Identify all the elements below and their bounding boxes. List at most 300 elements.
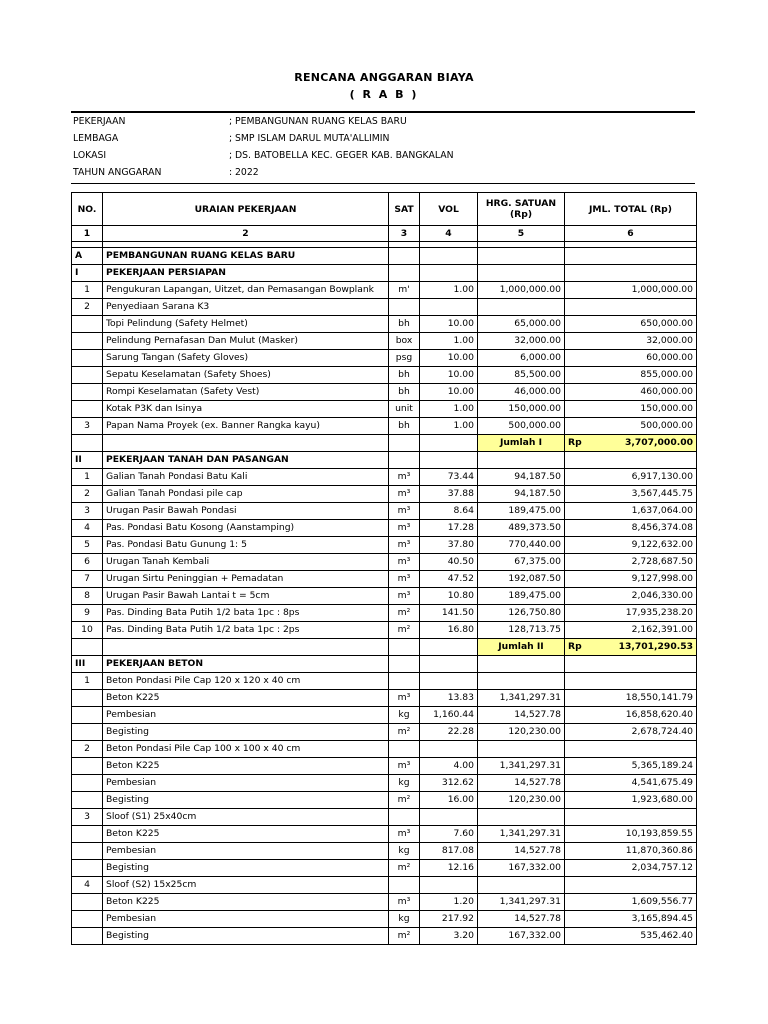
item-unit bbox=[389, 809, 420, 826]
item-volume: 17.28 bbox=[420, 520, 478, 537]
item-unit: bh bbox=[389, 367, 420, 384]
info-label: LEMBAGA bbox=[73, 133, 119, 144]
item-description: Beton K225 bbox=[103, 758, 389, 775]
table-row bbox=[72, 724, 697, 741]
row-no: 9 bbox=[72, 605, 103, 622]
item-unit-price: 32,000.00 bbox=[478, 333, 565, 350]
item-total: 2,034,757.12 bbox=[565, 860, 697, 877]
item-unit-price: 85,500.00 bbox=[478, 367, 565, 384]
item-total: 1,923,680.00 bbox=[565, 792, 697, 809]
table-row bbox=[72, 469, 697, 486]
item-unit: bh bbox=[389, 316, 420, 333]
table-row bbox=[72, 520, 697, 537]
item-volume: 13.83 bbox=[420, 690, 478, 707]
item-unit-price: 192,087.50 bbox=[478, 571, 565, 588]
empty-cell bbox=[389, 452, 420, 469]
table-row bbox=[72, 316, 697, 333]
item-description: Pembesian bbox=[103, 843, 389, 860]
item-unit-price bbox=[478, 809, 565, 826]
col-header-harga-satuan: HRG. SATUAN (Rp) bbox=[478, 193, 565, 226]
table-row bbox=[72, 350, 697, 367]
item-unit-price bbox=[478, 673, 565, 690]
item-description: Sepatu Keselamatan (Safety Shoes) bbox=[103, 367, 389, 384]
item-volume: 16.00 bbox=[420, 792, 478, 809]
item-total bbox=[565, 673, 697, 690]
empty-cell bbox=[478, 452, 565, 469]
item-description: Begisting bbox=[103, 860, 389, 877]
item-volume: 1.20 bbox=[420, 894, 478, 911]
empty-cell bbox=[478, 248, 565, 265]
col-index: 4 bbox=[420, 226, 478, 242]
item-description: Urugan Tanah Kembali bbox=[103, 554, 389, 571]
table-row bbox=[72, 333, 697, 350]
item-description: Galian Tanah Pondasi pile cap bbox=[103, 486, 389, 503]
item-description: Papan Nama Proyek (ex. Banner Rangka kayu) bbox=[103, 418, 389, 435]
info-value: PEMBANGUNAN RUANG KELAS BARU bbox=[235, 116, 407, 127]
item-volume: 10.00 bbox=[420, 350, 478, 367]
document-title: RENCANA ANGGARAN BIAYA bbox=[294, 71, 474, 84]
item-unit bbox=[389, 741, 420, 758]
item-volume: 1.00 bbox=[420, 401, 478, 418]
item-total: 2,046,330.00 bbox=[565, 588, 697, 605]
subtotal-label: Jumlah II bbox=[478, 639, 565, 656]
item-unit: m³ bbox=[389, 894, 420, 911]
info-label: TAHUN ANGGARAN bbox=[73, 167, 162, 178]
item-total: 1,637,064.00 bbox=[565, 503, 697, 520]
item-total: 535,462.40 bbox=[565, 928, 697, 945]
col-index: 2 bbox=[103, 226, 389, 242]
item-total bbox=[565, 741, 697, 758]
row-no bbox=[72, 843, 103, 860]
empty-cell bbox=[565, 452, 697, 469]
item-volume: 22.28 bbox=[420, 724, 478, 741]
item-unit-price: 65,000.00 bbox=[478, 316, 565, 333]
empty-cell bbox=[420, 248, 478, 265]
section-title: PEMBANGUNAN RUANG KELAS BARU bbox=[103, 248, 389, 265]
item-description: Kotak P3K dan Isinya bbox=[103, 401, 389, 418]
item-total: 4,541,675.49 bbox=[565, 775, 697, 792]
subtotal-amount: 13,701,290.53 bbox=[618, 641, 693, 652]
row-no: 4 bbox=[72, 877, 103, 894]
row-no bbox=[72, 350, 103, 367]
item-description: Urugan Sirtu Peninggian + Pemadatan bbox=[103, 571, 389, 588]
item-description: Beton Pondasi Pile Cap 100 x 100 x 40 cm bbox=[103, 741, 389, 758]
item-total: 1,609,556.77 bbox=[565, 894, 697, 911]
item-description: Beton K225 bbox=[103, 826, 389, 843]
item-unit: kg bbox=[389, 775, 420, 792]
subtotal-row bbox=[72, 639, 697, 656]
item-unit-price: 770,440.00 bbox=[478, 537, 565, 554]
row-no bbox=[72, 316, 103, 333]
row-no: 2 bbox=[72, 299, 103, 316]
col-index: 6 bbox=[565, 226, 697, 242]
column-index-row bbox=[72, 226, 697, 242]
item-unit-price: 126,750.80 bbox=[478, 605, 565, 622]
table-row bbox=[72, 622, 697, 639]
empty-cell bbox=[389, 248, 420, 265]
item-total: 500,000.00 bbox=[565, 418, 697, 435]
table-row bbox=[72, 503, 697, 520]
table-row bbox=[72, 418, 697, 435]
item-unit: m³ bbox=[389, 826, 420, 843]
item-unit-price: 46,000.00 bbox=[478, 384, 565, 401]
item-total: 18,550,141.79 bbox=[565, 690, 697, 707]
item-volume bbox=[420, 299, 478, 316]
item-unit-price: 1,000,000.00 bbox=[478, 282, 565, 299]
item-unit: psg bbox=[389, 350, 420, 367]
item-volume: 10.00 bbox=[420, 384, 478, 401]
row-no bbox=[72, 911, 103, 928]
table-row bbox=[72, 860, 697, 877]
item-total: 10,193,859.55 bbox=[565, 826, 697, 843]
item-total bbox=[565, 809, 697, 826]
empty-cell bbox=[420, 265, 478, 282]
item-description: Topi Pelindung (Safety Helmet) bbox=[103, 316, 389, 333]
item-unit bbox=[389, 673, 420, 690]
item-unit: m² bbox=[389, 928, 420, 945]
table-row bbox=[72, 809, 697, 826]
item-unit-price: 14,527.78 bbox=[478, 911, 565, 928]
item-unit: m² bbox=[389, 860, 420, 877]
table-row bbox=[72, 384, 697, 401]
item-total: 5,365,189.24 bbox=[565, 758, 697, 775]
table-row bbox=[72, 690, 697, 707]
row-no bbox=[72, 758, 103, 775]
row-no: 2 bbox=[72, 741, 103, 758]
subtotal-amount: 3,707,000.00 bbox=[624, 437, 693, 448]
table-row bbox=[72, 486, 697, 503]
table-body bbox=[72, 242, 697, 945]
empty-cell bbox=[389, 435, 420, 452]
table-row bbox=[72, 741, 697, 758]
table-row bbox=[72, 758, 697, 775]
item-unit: m² bbox=[389, 724, 420, 741]
currency-label: Rp bbox=[568, 437, 582, 448]
col-header-uraian: URAIAN PEKERJAAN bbox=[103, 193, 389, 226]
item-description: Pas. Pondasi Batu Gunung 1: 5 bbox=[103, 537, 389, 554]
row-no: III bbox=[72, 656, 103, 673]
item-description: Pembesian bbox=[103, 911, 389, 928]
item-total: 17,935,238.20 bbox=[565, 605, 697, 622]
item-total: 32,000.00 bbox=[565, 333, 697, 350]
empty-cell bbox=[103, 639, 389, 656]
item-description: Begisting bbox=[103, 792, 389, 809]
item-volume bbox=[420, 741, 478, 758]
row-no bbox=[72, 775, 103, 792]
item-description: Pas. Dinding Bata Putih 1/2 bata 1pc : 8ps bbox=[103, 605, 389, 622]
item-total: 2,678,724.40 bbox=[565, 724, 697, 741]
col-index: 5 bbox=[478, 226, 565, 242]
item-unit: bh bbox=[389, 384, 420, 401]
table-row bbox=[72, 792, 697, 809]
row-no bbox=[72, 707, 103, 724]
item-volume: 3.20 bbox=[420, 928, 478, 945]
empty-cell bbox=[478, 265, 565, 282]
item-description: Sloof (S2) 15x25cm bbox=[103, 877, 389, 894]
table-row bbox=[72, 282, 697, 299]
item-volume: 1.00 bbox=[420, 333, 478, 350]
item-volume: 1.00 bbox=[420, 418, 478, 435]
item-unit-price: 1,341,297.31 bbox=[478, 758, 565, 775]
item-description: Urugan Pasir Bawah Lantai t = 5cm bbox=[103, 588, 389, 605]
table-row bbox=[72, 367, 697, 384]
table-row bbox=[72, 894, 697, 911]
item-unit: kg bbox=[389, 911, 420, 928]
item-unit-price: 1,341,297.31 bbox=[478, 690, 565, 707]
document-subtitle: ( R A B ) bbox=[349, 88, 419, 101]
item-total: 9,122,632.00 bbox=[565, 537, 697, 554]
item-unit: m² bbox=[389, 622, 420, 639]
item-volume: 7.60 bbox=[420, 826, 478, 843]
item-unit: m³ bbox=[389, 503, 420, 520]
table-row bbox=[72, 877, 697, 894]
item-volume: 12.16 bbox=[420, 860, 478, 877]
table-row bbox=[72, 605, 697, 622]
item-description: Pembesian bbox=[103, 775, 389, 792]
item-unit: m³ bbox=[389, 537, 420, 554]
empty-cell bbox=[420, 435, 478, 452]
item-unit: kg bbox=[389, 707, 420, 724]
info-separator: ; bbox=[229, 133, 233, 144]
col-header-sat: SAT bbox=[389, 193, 420, 226]
item-description: Pelindung Pernafasan Dan Mulut (Masker) bbox=[103, 333, 389, 350]
table-row bbox=[72, 299, 697, 316]
row-no bbox=[72, 384, 103, 401]
col-header-jumlah-total: JML. TOTAL (Rp) bbox=[565, 193, 697, 226]
col-header-vol: VOL bbox=[420, 193, 478, 226]
row-no bbox=[72, 333, 103, 350]
item-unit: m² bbox=[389, 605, 420, 622]
empty-cell bbox=[420, 452, 478, 469]
table-row bbox=[72, 928, 697, 945]
empty-cell bbox=[103, 435, 389, 452]
table-row bbox=[72, 911, 697, 928]
item-description: Sarung Tangan (Safety Gloves) bbox=[103, 350, 389, 367]
item-unit: m³ bbox=[389, 571, 420, 588]
row-no: 7 bbox=[72, 571, 103, 588]
row-no: 8 bbox=[72, 588, 103, 605]
row-no bbox=[72, 860, 103, 877]
item-description: Begisting bbox=[103, 724, 389, 741]
item-description: Beton K225 bbox=[103, 690, 389, 707]
row-no: 2 bbox=[72, 486, 103, 503]
item-total: 60,000.00 bbox=[565, 350, 697, 367]
item-unit-price: 128,713.75 bbox=[478, 622, 565, 639]
item-volume: 37.80 bbox=[420, 537, 478, 554]
item-unit: m³ bbox=[389, 486, 420, 503]
empty-cell bbox=[389, 265, 420, 282]
item-unit-price bbox=[478, 299, 565, 316]
item-total: 150,000.00 bbox=[565, 401, 697, 418]
item-volume bbox=[420, 673, 478, 690]
section-row bbox=[72, 452, 697, 469]
item-volume: 1,160.44 bbox=[420, 707, 478, 724]
item-unit: m³ bbox=[389, 690, 420, 707]
item-total bbox=[565, 299, 697, 316]
item-unit-price: 189,475.00 bbox=[478, 503, 565, 520]
item-unit-price: 120,230.00 bbox=[478, 724, 565, 741]
info-value: 2022 bbox=[235, 167, 259, 178]
item-description: Pembesian bbox=[103, 707, 389, 724]
item-total: 16,858,620.40 bbox=[565, 707, 697, 724]
item-volume: 40.50 bbox=[420, 554, 478, 571]
item-unit-price bbox=[478, 877, 565, 894]
subtotal-label: Jumlah I bbox=[478, 435, 565, 452]
row-no bbox=[72, 894, 103, 911]
item-unit: unit bbox=[389, 401, 420, 418]
item-total: 2,728,687.50 bbox=[565, 554, 697, 571]
rab-table bbox=[71, 192, 697, 945]
item-volume: 4.00 bbox=[420, 758, 478, 775]
item-description: Beton Pondasi Pile Cap 120 x 120 x 40 cm bbox=[103, 673, 389, 690]
item-unit: m³ bbox=[389, 554, 420, 571]
item-unit-price: 6,000.00 bbox=[478, 350, 565, 367]
table-row bbox=[72, 707, 697, 724]
row-no bbox=[72, 690, 103, 707]
row-no bbox=[72, 792, 103, 809]
item-volume: 817.08 bbox=[420, 843, 478, 860]
item-total: 650,000.00 bbox=[565, 316, 697, 333]
item-volume: 312.62 bbox=[420, 775, 478, 792]
item-unit-price bbox=[478, 741, 565, 758]
empty-cell bbox=[72, 435, 103, 452]
item-volume: 217.92 bbox=[420, 911, 478, 928]
subtotal-amount-cell bbox=[565, 435, 697, 452]
row-no: II bbox=[72, 452, 103, 469]
item-unit: m³ bbox=[389, 520, 420, 537]
item-unit bbox=[389, 877, 420, 894]
item-description: Galian Tanah Pondasi Batu Kali bbox=[103, 469, 389, 486]
col-index: 3 bbox=[389, 226, 420, 242]
empty-cell bbox=[389, 639, 420, 656]
item-volume: 141.50 bbox=[420, 605, 478, 622]
table-row bbox=[72, 775, 697, 792]
item-description: Pengukuran Lapangan, Uitzet, dan Pemasangan Bowplank bbox=[103, 282, 389, 299]
row-no: 1 bbox=[72, 282, 103, 299]
item-description: Urugan Pasir Bawah Pondasi bbox=[103, 503, 389, 520]
row-no: 3 bbox=[72, 809, 103, 826]
item-volume bbox=[420, 877, 478, 894]
item-total: 1,000,000.00 bbox=[565, 282, 697, 299]
empty-cell bbox=[565, 656, 697, 673]
item-volume: 37.88 bbox=[420, 486, 478, 503]
item-unit: bh bbox=[389, 418, 420, 435]
table-row bbox=[72, 588, 697, 605]
item-volume: 1.00 bbox=[420, 282, 478, 299]
item-unit-price: 150,000.00 bbox=[478, 401, 565, 418]
item-total bbox=[565, 877, 697, 894]
item-total: 3,165,894.45 bbox=[565, 911, 697, 928]
section-title: PEKERJAAN BETON bbox=[103, 656, 389, 673]
info-separator: ; bbox=[229, 150, 233, 161]
col-header-no: NO. bbox=[72, 193, 103, 226]
row-no bbox=[72, 826, 103, 843]
currency-label: Rp bbox=[568, 641, 582, 652]
item-description: Sloof (S1) 25x40cm bbox=[103, 809, 389, 826]
row-no: 3 bbox=[72, 503, 103, 520]
row-no: 1 bbox=[72, 673, 103, 690]
empty-cell bbox=[565, 265, 697, 282]
item-total: 460,000.00 bbox=[565, 384, 697, 401]
item-unit: m² bbox=[389, 792, 420, 809]
item-unit-price: 14,527.78 bbox=[478, 775, 565, 792]
item-unit bbox=[389, 299, 420, 316]
item-unit-price: 120,230.00 bbox=[478, 792, 565, 809]
item-unit: m³ bbox=[389, 469, 420, 486]
item-total: 8,456,374.08 bbox=[565, 520, 697, 537]
row-no: 5 bbox=[72, 537, 103, 554]
info-label: LOKASI bbox=[73, 150, 107, 161]
item-volume: 10.00 bbox=[420, 367, 478, 384]
item-unit-price: 500,000.00 bbox=[478, 418, 565, 435]
empty-cell bbox=[72, 639, 103, 656]
item-unit: box bbox=[389, 333, 420, 350]
table-row bbox=[72, 843, 697, 860]
item-unit-price: 167,332.00 bbox=[478, 928, 565, 945]
section-title: PEKERJAAN PERSIAPAN bbox=[103, 265, 389, 282]
item-unit: m³ bbox=[389, 758, 420, 775]
section-row bbox=[72, 248, 697, 265]
item-volume: 10.80 bbox=[420, 588, 478, 605]
row-no bbox=[72, 928, 103, 945]
row-no: 10 bbox=[72, 622, 103, 639]
header-divider-bottom bbox=[71, 183, 695, 184]
table-row bbox=[72, 537, 697, 554]
info-label: PEKERJAAN bbox=[73, 116, 126, 127]
empty-cell bbox=[389, 656, 420, 673]
item-volume bbox=[420, 809, 478, 826]
item-volume: 73.44 bbox=[420, 469, 478, 486]
item-volume: 16.80 bbox=[420, 622, 478, 639]
row-no: A bbox=[72, 248, 103, 265]
item-volume: 47.52 bbox=[420, 571, 478, 588]
item-volume: 8.64 bbox=[420, 503, 478, 520]
row-no bbox=[72, 367, 103, 384]
item-total: 855,000.00 bbox=[565, 367, 697, 384]
row-no bbox=[72, 401, 103, 418]
info-value: DS. BATOBELLA KEC. GEGER KAB. BANGKALAN bbox=[235, 150, 454, 161]
item-unit-price: 489,373.50 bbox=[478, 520, 565, 537]
item-unit: m' bbox=[389, 282, 420, 299]
subtotal-row bbox=[72, 435, 697, 452]
row-no: 3 bbox=[72, 418, 103, 435]
section-row bbox=[72, 656, 697, 673]
item-unit-price: 94,187.50 bbox=[478, 486, 565, 503]
row-no: 4 bbox=[72, 520, 103, 537]
item-volume: 10.00 bbox=[420, 316, 478, 333]
table-header-row bbox=[72, 193, 697, 226]
item-total: 9,127,998.00 bbox=[565, 571, 697, 588]
item-description: Pas. Dinding Bata Putih 1/2 bata 1pc : 2ps bbox=[103, 622, 389, 639]
item-description: Begisting bbox=[103, 928, 389, 945]
info-separator: : bbox=[229, 167, 233, 178]
table-row bbox=[72, 571, 697, 588]
item-total: 2,162,391.00 bbox=[565, 622, 697, 639]
empty-cell bbox=[478, 656, 565, 673]
item-unit-price: 1,341,297.31 bbox=[478, 826, 565, 843]
item-total: 11,870,360.86 bbox=[565, 843, 697, 860]
info-separator: ; bbox=[229, 116, 233, 127]
info-value: SMP ISLAM DARUL MUTA'ALLIMIN bbox=[235, 133, 390, 144]
row-no bbox=[72, 724, 103, 741]
item-description: Pas. Pondasi Batu Kosong (Aanstamping) bbox=[103, 520, 389, 537]
row-no: I bbox=[72, 265, 103, 282]
header-divider-top bbox=[71, 111, 695, 113]
table-row bbox=[72, 826, 697, 843]
item-unit-price: 14,527.78 bbox=[478, 707, 565, 724]
item-unit-price: 14,527.78 bbox=[478, 843, 565, 860]
section-row bbox=[72, 265, 697, 282]
